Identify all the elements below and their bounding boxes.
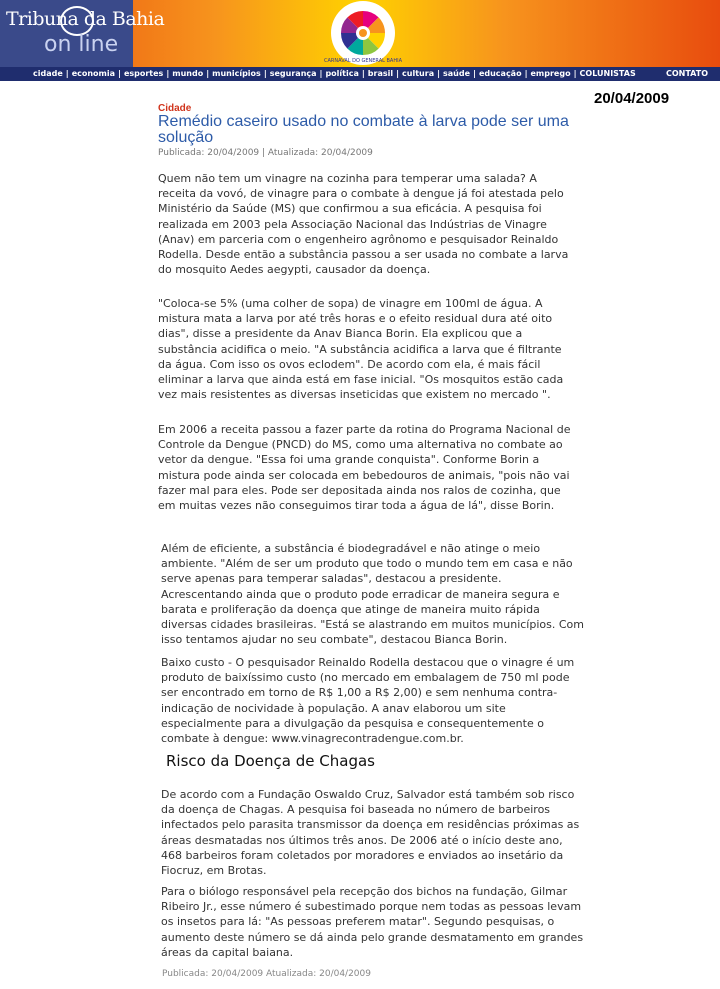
nav-separator: |	[118, 69, 121, 78]
nav-item-cidade[interactable]: cidade	[33, 69, 63, 78]
article-paragraph: Em 2006 a receita passou a fazer parte da rotina do Programa Nacional de Controle da Dengue (PNCD) do MS, como uma alternativa no combate ao vetor da dengue. "Essa foi uma grande conquista". Conforme Borin a mistura pode ainda ser colocada em bebedouros de animais, "pois não vai fazer mal para eles. Pode ser depositada ainda nos ralos de cozinha, que em muitas vezes não conseguimos tirar toda a água de lá", disse Borin.	[158, 423, 571, 513]
publication-info-bottom: Publicada: 20/04/2009 Atualizada: 20/04/2009	[162, 969, 371, 979]
section-label[interactable]: Cidade	[158, 103, 192, 114]
nav-item-emprego[interactable]: emprego	[530, 69, 571, 78]
article-paragraph: "Coloca-se 5% (uma colher de sopa) de vinagre em 100ml de água. A mistura mata a larva por até três horas e o efeito residual dura até oito dias", disse a presidente da Anav Bianca Borin. Ela explicou que a substância acidifica o meio. "A substância acidifica a larva que é filtrante da água. Com isso os ovos eclodem". De acordo com ela, é mais fácil eliminar a larva que ainda está em fase inicial. "Os mosquitos estão cada vez mais resistentes as diversas inseticidas que existem no mercado ".	[158, 297, 564, 402]
nav-item-seguranca[interactable]: segurança	[269, 69, 317, 78]
nav-item-educacao[interactable]: educação	[478, 69, 522, 78]
nav-item-politica[interactable]: política	[325, 69, 359, 78]
site-header	[0, 0, 720, 67]
nav-separator: |	[437, 69, 441, 78]
article-title: Remédio caseiro usado no combate à larva pode ser uma solução	[158, 113, 569, 146]
nav-separator: |	[263, 69, 267, 78]
nav-items	[33, 69, 636, 78]
article-paragraph: Para o biólogo responsável pela recepção dos bichos na fundação, Gilmar Ribeiro Jr., esse número é subestimado porque nem todas as pessoas levam os insetos para lá: "As pessoas preferem matar". Segundo pesquisas, o aumento deste número se dá ainda pelo grande desmatamento em grandes áreas da capital baiana.	[161, 885, 584, 959]
nav-separator: |	[361, 69, 365, 78]
article-paragraph: Além de eficiente, a substância é biodegradável e não atinge o meio ambiente. "Além de ser um produto que todo o mundo tem em casa e não serve apenas para temperar saladas", destacou a presidente. Acrescentando ainda que o produto pode erradicar de maneira segura e barata e proliferação da doença que atinge de maneira muito rápida diversas cidades brasileiras. "Está se alastrando em muitos municípios. Com isso tentamos ajudar no seu combate", destacou Bianca Borin.	[161, 542, 584, 647]
site-logo[interactable]	[0, 0, 165, 67]
nav-item-colunistas[interactable]: COLUNISTAS	[579, 69, 636, 78]
nav-separator: |	[166, 69, 170, 78]
article-paragraph: Quem não tem um vinagre na cozinha para temperar uma salada? A receita da vovó, de vinagre para o combate à dengue já foi atestada pelo Ministério da Saúde (MS) que confirmou a sua eficácia. A pesquisa foi realizada em 2003 pela Associação Nacional das Indústrias de Vinagre (Anav) em parceria com o engenheiro agrônomo e pesquisador Reinaldo Rodella. Desde então a substância passou a ser usada no combate a larva do mosquito Aedes aegypti, causador da doença.	[158, 172, 569, 277]
nav-separator: |	[319, 69, 323, 78]
article-paragraph: Baixo custo - O pesquisador Reinaldo Rodella destacou que o vinagre é um produto de baixíssimo custo (no mercado em embalagem de 750 ml pode ser encontrado em torno de R$ 1,00 a R$ 2,00) e sem nenhuma contra-indicação de nocividade à população. A anav elaborou um site especialmente para a divulgação da pesquisa e consequentemente o combate à dengue: www.vinagrecontradengue.com.br.	[161, 656, 575, 746]
nav-item-contato[interactable]: CONTATO	[665, 69, 708, 78]
emblem-text: CARNAVAL DO GENERAL BAHIA	[323, 58, 403, 64]
nav-item-brasil[interactable]: brasil	[367, 69, 394, 78]
logo-line2: on line	[44, 32, 119, 57]
nav-item-cultura[interactable]: cultura	[402, 69, 435, 78]
page-date: 20/04/2009	[594, 90, 670, 107]
carnaval-emblem	[323, 0, 403, 66]
article-paragraph: De acordo com a Fundação Oswaldo Cruz, Salvador está também sob risco da doença de Chagas. A pesquisa foi baseada no número de barbeiros infectados pelo parasita transmissor da doença em residências próximas as áreas desmatadas nos últimos três anos. De 2006 até o início deste ano, 468 barbeiros foram coletados por moradores e enviados ao insetário da Fiocruz, em Brotas.	[161, 788, 580, 878]
nav-separator: |	[65, 69, 69, 78]
main-nav	[0, 67, 720, 81]
nav-item-saude[interactable]: saúde	[443, 69, 471, 78]
nav-separator: |	[206, 69, 210, 78]
nav-item-economia[interactable]: economia	[71, 69, 116, 78]
nav-separator: |	[524, 69, 528, 78]
nav-separator: |	[473, 69, 476, 78]
article-subheading: Risco da Doença de Chagas	[166, 752, 375, 770]
nav-item-municipios[interactable]: municípios	[212, 69, 261, 78]
publication-info: Publicada: 20/04/2009 | Atualizada: 20/04/2009	[158, 148, 373, 158]
nav-separator: |	[396, 69, 400, 78]
nav-item-mundo[interactable]: mundo	[172, 69, 204, 78]
nav-item-esportes[interactable]: esportes	[123, 69, 164, 78]
nav-separator: |	[573, 69, 577, 78]
logo-line1: Tribuna da Bahia	[6, 8, 165, 30]
